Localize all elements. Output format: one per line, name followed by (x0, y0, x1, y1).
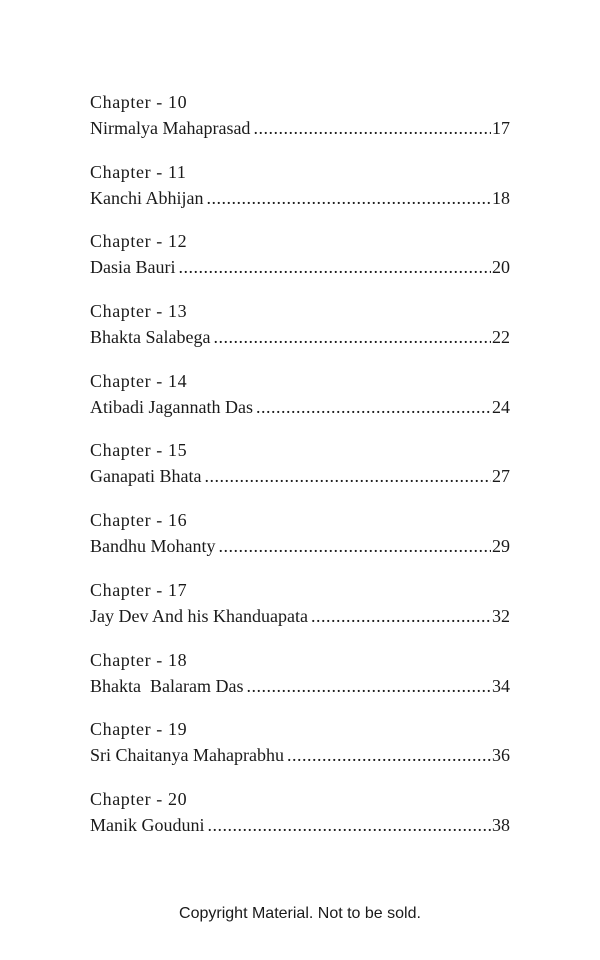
chapter-title-row (90, 675, 510, 697)
chapter-title-row (90, 605, 510, 627)
toc-entry (90, 300, 510, 370)
page-number: 38 (492, 814, 510, 835)
toc-entry (90, 649, 510, 719)
toc-entry (90, 91, 510, 161)
dot-leader (253, 117, 491, 139)
page-number: 27 (492, 466, 510, 487)
page-number: 18 (492, 187, 510, 208)
page-number: 20 (492, 257, 510, 278)
chapter-title-row (90, 396, 510, 418)
chapter-title: Bhakta Balaram Das (90, 675, 244, 696)
toc-entry (90, 788, 510, 858)
toc-entry (90, 370, 510, 440)
chapter-label: Chapter - 15 (90, 440, 188, 461)
toc-entry (90, 579, 510, 649)
chapter-label: Chapter - 16 (90, 510, 188, 531)
chapter-title: Bandhu Mohanty (90, 536, 216, 557)
chapter-label: Chapter - 11 (90, 161, 187, 182)
dot-leader (311, 605, 491, 627)
chapter-label: Chapter - 20 (90, 788, 188, 809)
page-number: 22 (492, 327, 510, 348)
table-of-contents (90, 91, 510, 858)
dot-leader (208, 814, 492, 836)
chapter-title: Bhakta Salabega (90, 327, 211, 348)
chapter-title: Jay Dev And his Khanduapata (90, 605, 308, 626)
dot-leader (178, 256, 491, 278)
toc-entry (90, 509, 510, 579)
dot-leader (219, 535, 492, 557)
chapter-title: Manik Gouduni (90, 814, 205, 835)
page-number: 32 (492, 605, 510, 626)
toc-entry (90, 161, 510, 231)
dot-leader (213, 326, 491, 348)
dot-leader (287, 744, 491, 766)
dot-leader (256, 396, 491, 418)
toc-entry (90, 230, 510, 300)
chapter-label: Chapter - 19 (90, 719, 188, 740)
chapter-label: Chapter - 17 (90, 579, 188, 600)
chapter-title-row (90, 117, 510, 139)
chapter-title-row (90, 814, 510, 836)
page-number: 34 (492, 675, 510, 696)
chapter-title-row (90, 465, 510, 487)
chapter-title: Dasia Bauri (90, 257, 176, 278)
chapter-title: Nirmalya Mahaprasad (90, 118, 251, 138)
chapter-label: Chapter - 13 (90, 301, 188, 322)
page-number: 36 (492, 745, 510, 766)
dot-leader (204, 465, 491, 487)
dot-leader (206, 187, 491, 209)
copyright-footer: Copyright Material. Not to be sold. (179, 905, 421, 922)
chapter-label: Chapter - 14 (90, 370, 188, 391)
chapter-title-row (90, 535, 510, 557)
chapter-title-row (90, 326, 510, 348)
chapter-title-row (90, 256, 510, 278)
chapter-title: Ganapati Bhata (90, 466, 202, 487)
chapter-title: Sri Chaitanya Mahaprabhu (90, 745, 284, 766)
dot-leader (246, 675, 491, 697)
chapter-label: Chapter - 12 (90, 231, 188, 252)
page-number: 17 (492, 118, 510, 138)
chapter-label: Chapter - 10 (90, 92, 188, 112)
chapter-title-row (90, 744, 510, 766)
toc-entry (90, 439, 510, 509)
chapter-title: Kanchi Abhijan (90, 187, 204, 208)
toc-entry (90, 718, 510, 788)
chapter-label: Chapter - 18 (90, 649, 188, 670)
page-number: 24 (492, 396, 510, 417)
chapter-title-row (90, 187, 510, 209)
page-number: 29 (492, 536, 510, 557)
chapter-title: Atibadi Jagannath Das (90, 396, 253, 417)
